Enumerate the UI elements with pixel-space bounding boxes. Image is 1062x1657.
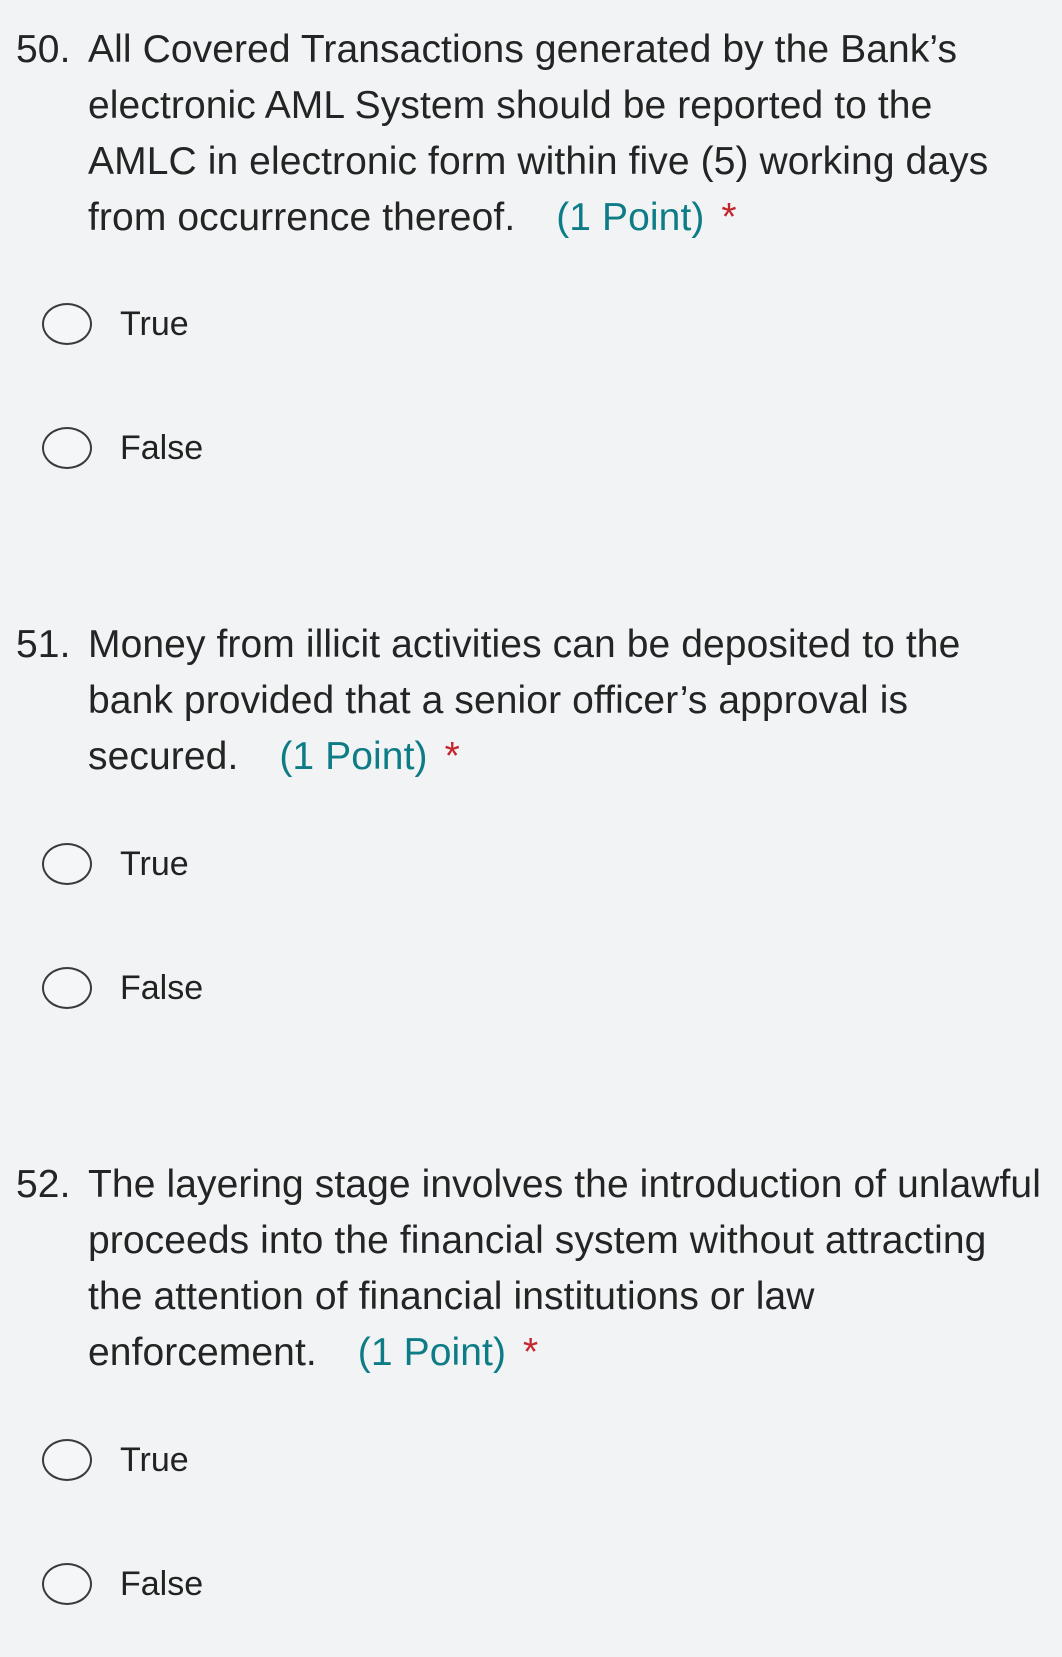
- question-50: [0, 22, 1062, 246]
- radio-button[interactable]: [42, 427, 92, 469]
- points-label: (1 Point): [357, 1331, 507, 1374]
- question-number: 51.: [16, 623, 71, 666]
- required-marker: *: [721, 196, 737, 239]
- question-text: [0, 22, 1062, 246]
- radio-button[interactable]: [42, 303, 92, 345]
- question-text: [0, 1157, 1062, 1381]
- radio-button[interactable]: [42, 1563, 92, 1605]
- option-true[interactable]: [42, 1432, 189, 1488]
- question-body: All Covered Transactions generated by the Bank’s electronic AML System should be reported to the AMLC in electronic form within five (5) working days from occurrence thereof.: [88, 28, 989, 239]
- option-true[interactable]: [42, 836, 189, 892]
- option-label: False: [120, 968, 204, 1007]
- question-text: [0, 617, 1062, 785]
- option-false[interactable]: [42, 960, 203, 1016]
- option-label: True: [120, 1440, 189, 1479]
- question-52: [0, 1157, 1062, 1381]
- question-number: 50.: [16, 28, 71, 71]
- required-marker: *: [523, 1331, 539, 1374]
- question-number: 52.: [16, 1163, 71, 1206]
- radio-button[interactable]: [42, 967, 92, 1009]
- option-false[interactable]: [42, 1556, 203, 1612]
- points-label: (1 Point): [556, 196, 705, 239]
- option-true[interactable]: [42, 296, 189, 352]
- question-body: The layering stage involves the introduction of unlawful proceeds into the financial system without attracting the attention of financial institutions or law enforcement.: [88, 1163, 1041, 1374]
- option-label: True: [120, 844, 189, 883]
- radio-button[interactable]: [42, 843, 92, 885]
- option-label: False: [120, 1564, 204, 1603]
- option-false[interactable]: [42, 420, 203, 476]
- question-51: [0, 617, 1062, 785]
- points-label: (1 Point): [279, 735, 428, 778]
- radio-button[interactable]: [42, 1439, 92, 1481]
- option-label: False: [120, 428, 204, 467]
- question-body: Money from illicit activities can be deposited to the bank provided that a senior officer’s approval is secured.: [88, 623, 961, 778]
- option-label: True: [120, 304, 189, 343]
- required-marker: *: [444, 735, 460, 778]
